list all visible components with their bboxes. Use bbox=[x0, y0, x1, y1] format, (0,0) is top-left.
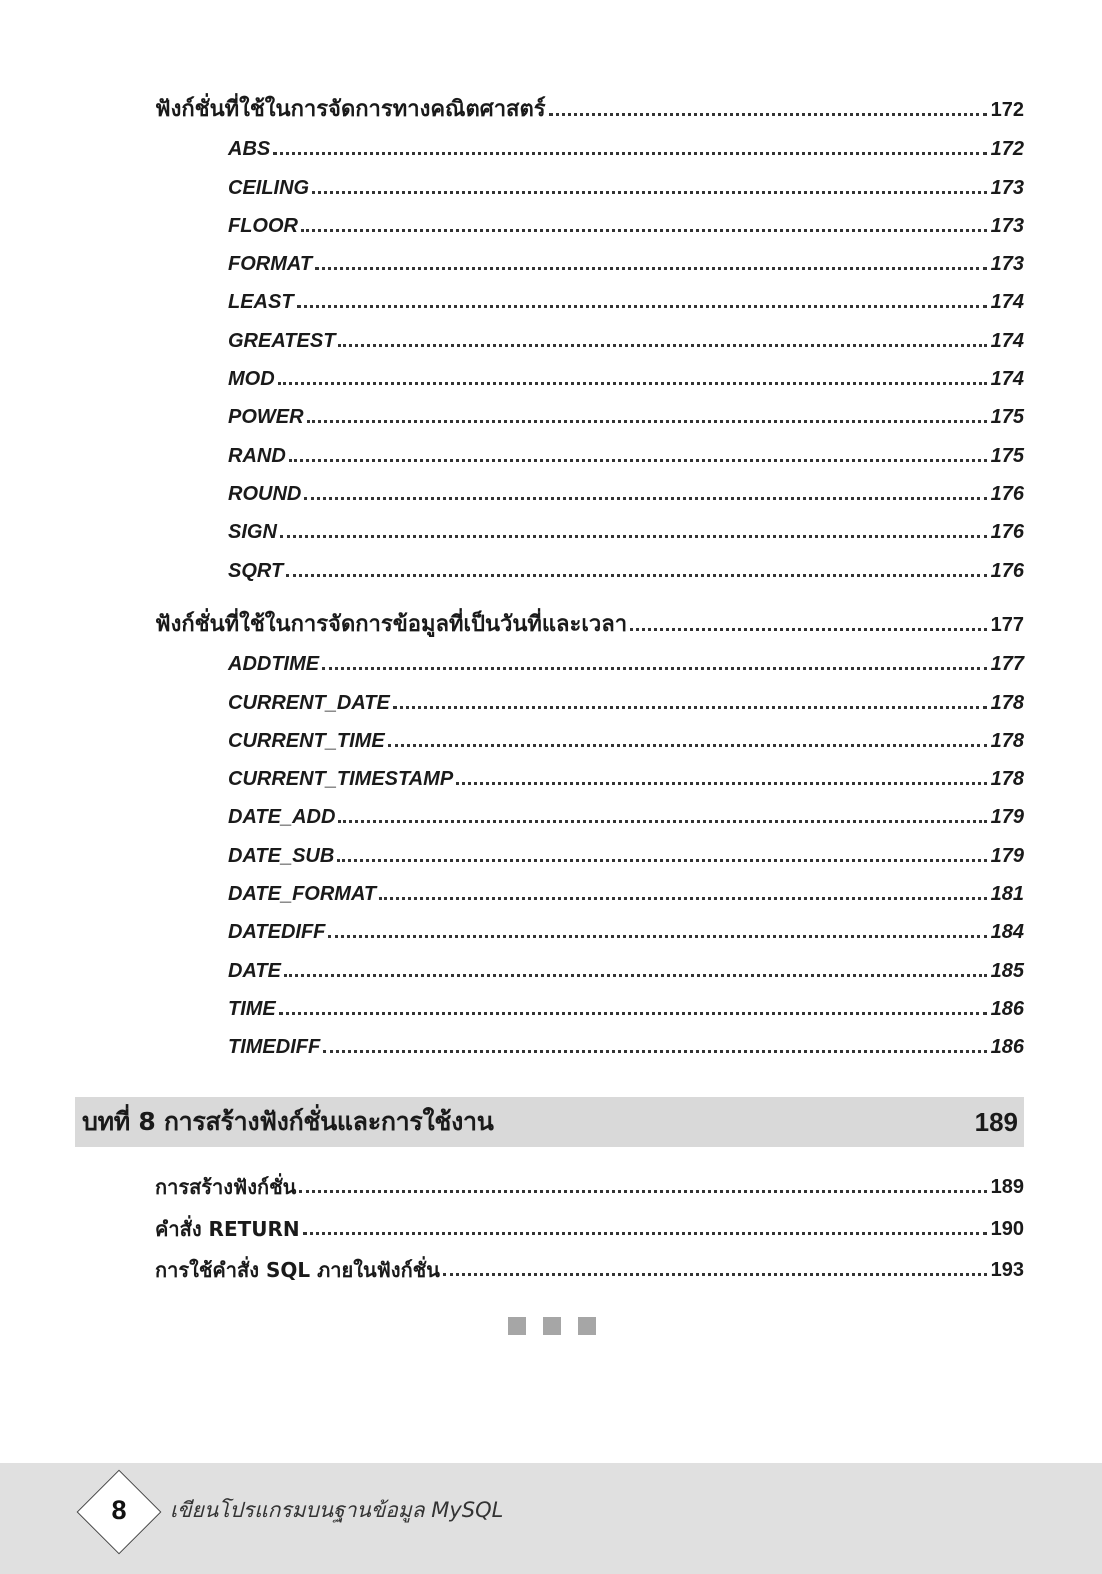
dot-leader bbox=[549, 113, 987, 116]
dot-leader bbox=[297, 305, 987, 308]
item-page: 193 bbox=[990, 1259, 1024, 1281]
toc-item bbox=[0, 208, 1102, 238]
section-page: 172 bbox=[990, 99, 1024, 121]
dot-leader bbox=[323, 1050, 986, 1053]
book-title: เขียนโปรแกรมบนฐานข้อมูล MySQL bbox=[170, 1498, 504, 1522]
toc-item bbox=[0, 361, 1102, 391]
dot-leader bbox=[379, 897, 986, 900]
toc-section-datetime bbox=[0, 607, 1102, 637]
toc-item bbox=[0, 876, 1102, 906]
item-name: DATE_SUB bbox=[228, 845, 335, 867]
item-page: 179 bbox=[990, 806, 1024, 828]
item-name: DATE bbox=[228, 960, 281, 982]
item-name: LEAST bbox=[228, 291, 294, 313]
section-title: ฟังก์ชั่นที่ใช้ในการจัดการข้อมูลที่เป็นวันที่และเวลา bbox=[155, 612, 628, 637]
item-name: คำสั่ง RETURN bbox=[155, 1217, 300, 1241]
item-page: 175 bbox=[990, 445, 1024, 467]
item-name: TIMEDIFF bbox=[228, 1036, 321, 1058]
toc-item bbox=[0, 131, 1102, 161]
chapter-heading bbox=[75, 1097, 1024, 1147]
item-page: 186 bbox=[990, 998, 1024, 1020]
item-page: 174 bbox=[990, 330, 1024, 352]
item-name: FLOOR bbox=[228, 215, 298, 237]
item-name: GREATEST bbox=[228, 330, 336, 352]
toc-item bbox=[0, 284, 1102, 314]
dot-leader bbox=[304, 497, 986, 500]
dot-leader bbox=[388, 744, 987, 747]
item-page: 173 bbox=[990, 177, 1024, 199]
dot-leader bbox=[307, 420, 987, 423]
item-name: DATE_FORMAT bbox=[228, 883, 377, 905]
toc-item bbox=[0, 323, 1102, 353]
dot-leader bbox=[338, 344, 986, 347]
dot-leader bbox=[303, 1232, 987, 1235]
toc-item bbox=[0, 646, 1102, 676]
dot-leader bbox=[337, 859, 986, 862]
dot-leader bbox=[273, 152, 986, 155]
dot-leader bbox=[630, 628, 987, 631]
item-page: 184 bbox=[990, 921, 1024, 943]
dot-leader bbox=[338, 820, 986, 823]
dot-leader bbox=[393, 706, 987, 709]
dot-leader bbox=[284, 974, 987, 977]
item-name: MOD bbox=[228, 368, 275, 390]
chapter-page: 189 bbox=[974, 1106, 1018, 1137]
item-name: DATE_ADD bbox=[228, 806, 336, 828]
item-page: 178 bbox=[990, 692, 1024, 714]
item-page: 174 bbox=[990, 368, 1024, 390]
item-page: 172 bbox=[990, 138, 1024, 160]
toc-item bbox=[0, 1029, 1102, 1059]
square-ornament bbox=[543, 1317, 561, 1335]
item-name: TIME bbox=[228, 998, 276, 1020]
toc-item bbox=[0, 438, 1102, 468]
item-page: 179 bbox=[990, 845, 1024, 867]
item-page: 173 bbox=[990, 215, 1024, 237]
chapter-title: บทที่ 8 การสร้างฟังก์ชั่นและการใช้งาน bbox=[82, 1107, 494, 1136]
toc-item bbox=[0, 914, 1102, 944]
item-name: CURRENT_DATE bbox=[228, 692, 390, 714]
item-page: 174 bbox=[990, 291, 1024, 313]
end-marker bbox=[508, 1317, 596, 1335]
dot-leader bbox=[299, 1190, 986, 1193]
item-name: FORMAT bbox=[228, 253, 313, 275]
dot-leader bbox=[312, 191, 987, 194]
dot-leader bbox=[279, 1012, 987, 1015]
item-page: 189 bbox=[990, 1176, 1024, 1198]
item-page: 181 bbox=[990, 883, 1024, 905]
dot-leader bbox=[443, 1273, 987, 1276]
page-number: 8 bbox=[111, 1495, 127, 1525]
toc-item bbox=[0, 799, 1102, 829]
item-name: DATEDIFF bbox=[228, 921, 326, 943]
dot-leader bbox=[315, 267, 987, 270]
item-page: 185 bbox=[990, 960, 1024, 982]
section-page: 177 bbox=[990, 614, 1024, 636]
item-page: 178 bbox=[990, 730, 1024, 752]
toc-item bbox=[0, 553, 1102, 583]
item-name: การสร้างฟังก์ชั่น bbox=[155, 1175, 297, 1199]
toc-item bbox=[0, 838, 1102, 868]
toc-item bbox=[0, 1252, 1102, 1282]
item-page: 176 bbox=[990, 560, 1024, 582]
dot-leader bbox=[286, 574, 986, 577]
item-name: ADDTIME bbox=[228, 653, 320, 675]
item-name: CURRENT_TIMESTAMP bbox=[228, 768, 454, 790]
item-page: 177 bbox=[990, 653, 1024, 675]
toc-item bbox=[0, 953, 1102, 983]
section-title: ฟังก์ชั่นที่ใช้ในการจัดการทางคณิตศาสตร์ bbox=[155, 97, 546, 122]
item-name: RAND bbox=[228, 445, 286, 467]
item-page: 190 bbox=[990, 1218, 1024, 1240]
toc-item bbox=[0, 1169, 1102, 1199]
toc-item bbox=[0, 723, 1102, 753]
item-page: 176 bbox=[990, 483, 1024, 505]
dot-leader bbox=[456, 782, 986, 785]
square-ornament bbox=[508, 1317, 526, 1335]
item-page: 176 bbox=[990, 521, 1024, 543]
item-page: 175 bbox=[990, 406, 1024, 428]
item-page: 178 bbox=[990, 768, 1024, 790]
dot-leader bbox=[322, 667, 987, 670]
square-ornament bbox=[578, 1317, 596, 1335]
toc-item bbox=[0, 685, 1102, 715]
toc-item bbox=[0, 246, 1102, 276]
item-name: ROUND bbox=[228, 483, 302, 505]
toc-item bbox=[0, 1211, 1102, 1241]
toc-section-math bbox=[0, 92, 1102, 122]
toc-item bbox=[0, 761, 1102, 791]
item-name: CURRENT_TIME bbox=[228, 730, 385, 752]
toc-item bbox=[0, 399, 1102, 429]
item-name: CEILING bbox=[228, 177, 310, 199]
item-name: การใช้คำสั่ง SQL ภายในฟังก์ชั่น bbox=[155, 1258, 440, 1282]
toc-item bbox=[0, 170, 1102, 200]
dot-leader bbox=[280, 535, 987, 538]
toc-item bbox=[0, 991, 1102, 1021]
dot-leader bbox=[278, 382, 987, 385]
item-name: POWER bbox=[228, 406, 304, 428]
item-name: SIGN bbox=[228, 521, 277, 543]
item-name: SQRT bbox=[228, 560, 284, 582]
item-page: 173 bbox=[990, 253, 1024, 275]
dot-leader bbox=[301, 229, 987, 232]
toc-item bbox=[0, 476, 1102, 506]
dot-leader bbox=[328, 935, 986, 938]
page-footer bbox=[0, 1463, 1102, 1574]
item-name: ABS bbox=[228, 138, 271, 160]
toc-item bbox=[0, 514, 1102, 544]
dot-leader bbox=[289, 459, 987, 462]
item-page: 186 bbox=[990, 1036, 1024, 1058]
